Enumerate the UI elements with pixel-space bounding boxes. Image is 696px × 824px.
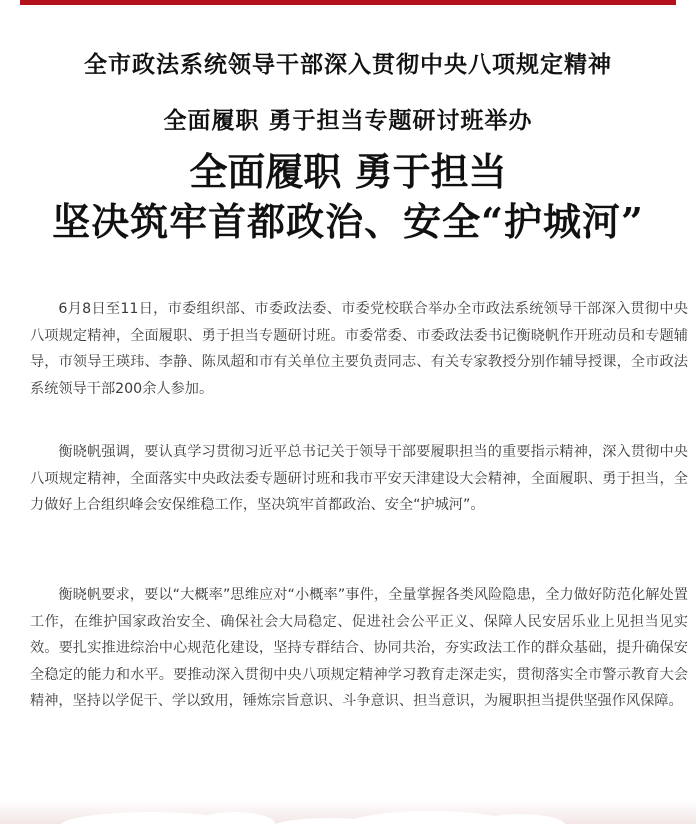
kicker-line-1: 全市政法系统领导干部深入贯彻中央八项规定精神	[84, 51, 612, 78]
footer-cloud-decoration	[0, 800, 696, 824]
headline-line-2: 坚决筑牢首都政治、安全“护城河”	[52, 199, 644, 244]
headline-line-1: 全面履职 勇于担当	[189, 149, 507, 194]
top-accent-bar	[20, 0, 676, 5]
kicker-line-2: 全面履职 勇于担当专题研讨班举办	[163, 107, 533, 134]
body-paragraph-1: 6月8日至11日，市委组织部、市委政法委、市委党校联合举办全市政法系统领导干部深入贯彻中央八项规定精神，全面履职、勇于担当专题研讨班。市委常委、市委政法委书记衡晓帆作开班动员和专题辅导，市领导王瑛玮、李静、陈凤超和市有关单位主要负责同志、有关专家教授分别作辅导授课，全市政法系统领导干部200余人参加。	[30, 301, 688, 397]
body-paragraph-3: 衡晓帆要求，要以“大概率”思维应对“小概率”事件，全量掌握各类风险隐患，全力做好防范化解处置工作，在维护国家政治安全、确保社会大局稳定、促进社会公平正义、保障人民安居乐业上见担当见实效。要扎实推进综治中心规范化建设，坚持专群结合、协同共治，夯实政法工作的群众基础，提升确保安全稳定的能力和水平。要推动深入贯彻中央八项规定精神学习教育走深走实，贯彻落实全市警示教育大会精神，坚持以学促干、学以致用，锤炼宗旨意识、斗争意识、担当意识，为履职担当提供坚强作风保障。	[30, 587, 688, 709]
body-paragraph-2: 衡晓帆强调，要认真学习贯彻习近平总书记关于领导干部要履职担当的重要指示精神，深入贯彻中央八项规定精神，全面落实中央政法委专题研讨班和我市平安天津建设大会精神，全面履职、勇于担当，全力做好上合组织峰会安保维稳工作，坚决筑牢首都政治、安全“护城河”。	[30, 444, 688, 513]
